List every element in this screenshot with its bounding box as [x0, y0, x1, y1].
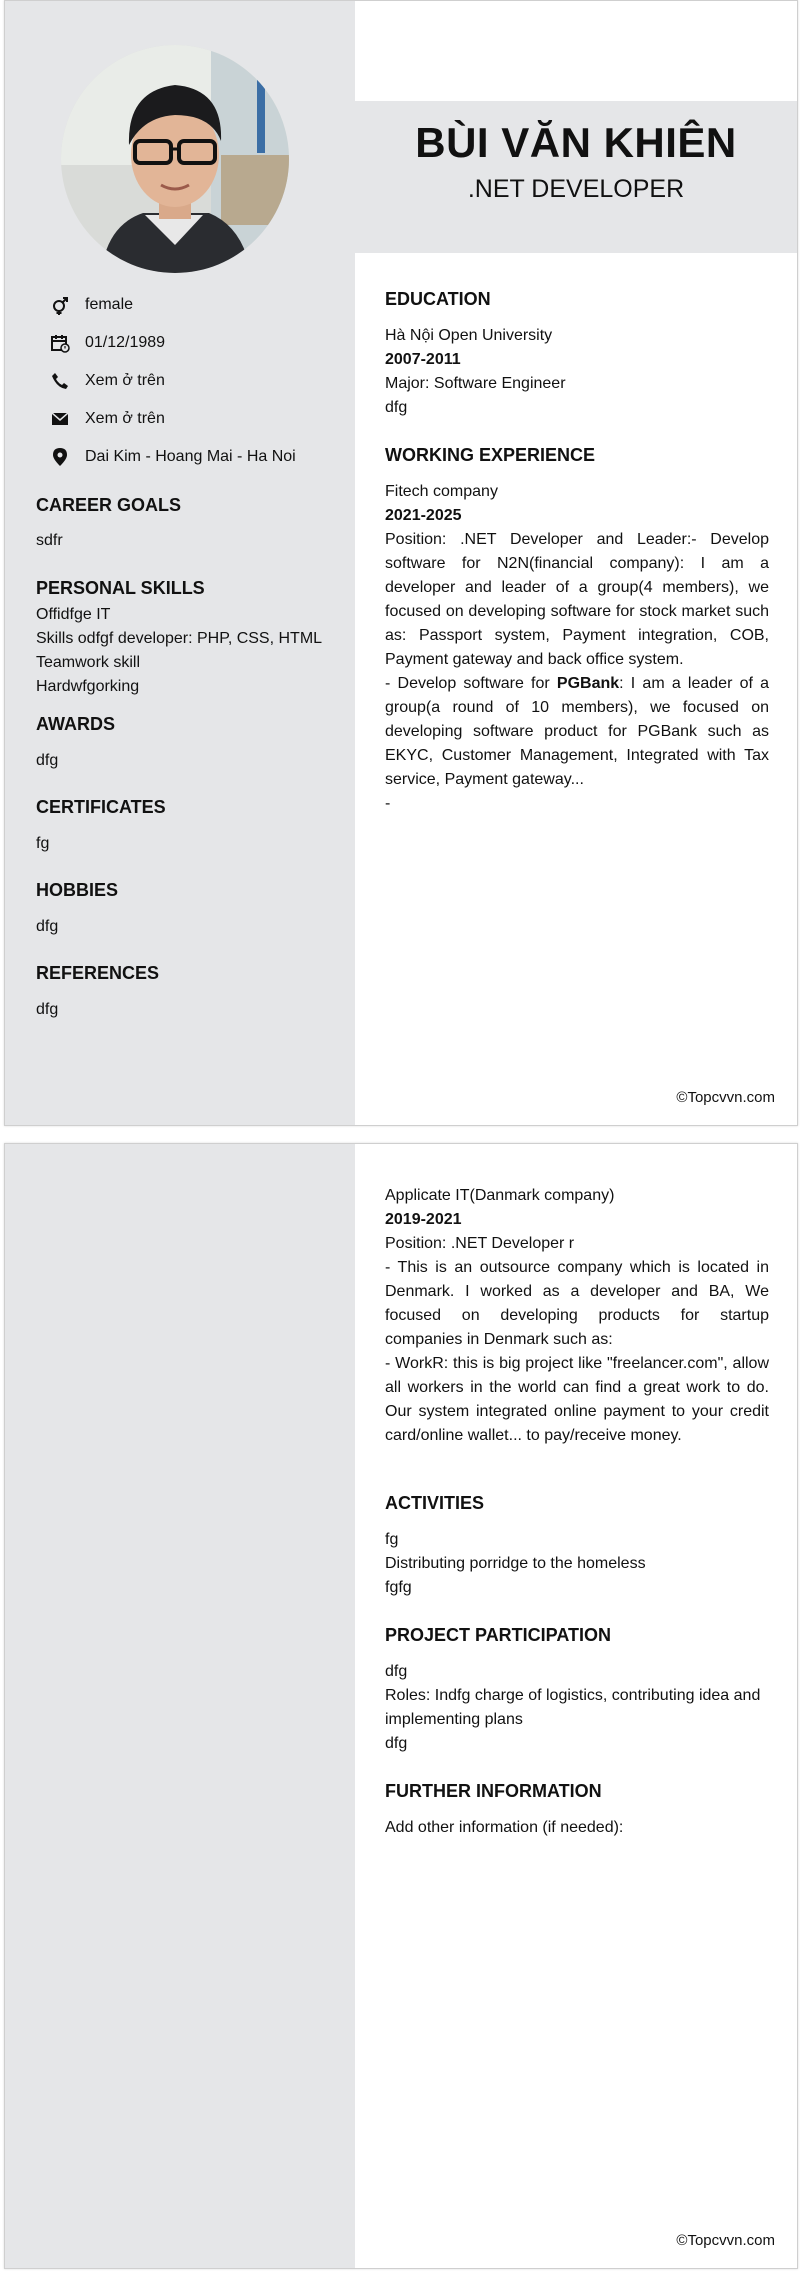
education-school: Hà Nội Open University: [385, 327, 553, 344]
job1-company: Fitech company: [385, 483, 498, 500]
contact-email: [49, 406, 165, 432]
contact-address: [49, 444, 296, 470]
gender-icon: [49, 294, 71, 316]
activity-item: Distributing porridge to the homeless: [385, 1555, 646, 1572]
awards-heading: AWARDS: [36, 714, 116, 734]
references-heading: REFERENCES: [36, 963, 160, 983]
further-info-text: Add other information (if needed):: [385, 1819, 624, 1836]
cv-page-1: [4, 0, 798, 1126]
avatar-photo: [61, 45, 289, 273]
education-heading: EDUCATION: [385, 289, 491, 309]
footer-brand: ©Topcvvn.com: [676, 2232, 775, 2249]
education-note: dfg: [385, 399, 408, 416]
career-goals-heading: CAREER GOALS: [36, 495, 182, 515]
pgbank-prefix: - Develop software for: [385, 675, 557, 692]
footer-brand: ©Topcvvn.com: [676, 1089, 775, 1106]
certificates-heading: CERTIFICATES: [36, 797, 166, 817]
job-title: .NET DEVELOPER: [467, 175, 685, 203]
contact-birthday: [49, 330, 165, 356]
job1-extra: -: [385, 795, 391, 812]
personal-skills-heading: PERSONAL SKILLS: [36, 578, 205, 598]
address-value: Dai Kim - Hoang Mai - Ha Noi: [85, 448, 296, 465]
references-text: dfg: [36, 1001, 59, 1018]
education-years: 2007-2011: [385, 351, 461, 368]
projects-heading: PROJECT PARTICIPATION: [385, 1625, 612, 1645]
activity-item: fg: [385, 1531, 399, 1548]
project-roles: Roles: Indfg charge of logistics, contributing idea and implementing plans: [385, 1687, 761, 1728]
job2-description: - This is an outsource company which is located in Denmark. I worked as a developer and BA, We focused on developing products for startup companies in Denmark such as:: [385, 1259, 769, 1348]
full-name: BÙI VĂN KHIÊN: [415, 119, 737, 166]
activity-item: fgfg: [385, 1579, 412, 1596]
avatar: [61, 45, 289, 273]
pgbank-rest: : I am a leader of a group(a round of 10 members), we focused on developing software product for PGBank such as EKYC, Customer Management, Integrated with Tax service, Payment gateway...: [385, 675, 770, 788]
hobbies-text: dfg: [36, 918, 59, 935]
job2-years: 2019-2021: [385, 1211, 462, 1228]
career-goals-text: sdfr: [36, 532, 63, 549]
project-line: dfg: [385, 1663, 408, 1680]
further-info-heading: FURTHER INFORMATION: [385, 1781, 602, 1801]
envelope-icon: [49, 408, 71, 430]
certificates-text: fg: [36, 835, 50, 852]
job1-description: Position: .NET Developer and Leader:- Develop software for N2N(financial company): I am a developer and leader of a group(4 members), we focused on developing software for stock market such as: Passport system, Payment integration, COB, Payment gateway and back office system.: [385, 531, 769, 668]
job2-position: Position: .NET Developer r: [385, 1235, 575, 1252]
skill-item: Hardwfgorking: [36, 678, 140, 695]
contact-phone: [49, 368, 165, 394]
job1-years: 2021-2025: [385, 507, 462, 524]
contact-gender: [49, 292, 133, 318]
activities-heading: ACTIVITIES: [385, 1493, 485, 1513]
pgbank-name: PGBank: [556, 675, 620, 692]
awards-text: dfg: [36, 752, 59, 769]
gender-value: female: [85, 296, 134, 313]
location-pin-icon: [49, 446, 71, 468]
left-column: [5, 1144, 355, 2268]
skill-item: Offidfge IT: [36, 606, 111, 623]
experience-heading: WORKING EXPERIENCE: [385, 445, 596, 465]
phone-value: Xem ở trên: [85, 372, 165, 389]
skill-item: Skills odfgf developer: PHP, CSS, HTML: [36, 630, 323, 647]
education-major: Major: Software Engineer: [385, 375, 566, 392]
hobbies-heading: HOBBIES: [36, 880, 119, 900]
email-value: Xem ở trên: [85, 410, 165, 427]
calendar-icon: [49, 332, 71, 354]
project-line: dfg: [385, 1735, 408, 1752]
phone-icon: [49, 370, 71, 392]
birthday-value: 01/12/1989: [85, 334, 166, 351]
cv-page-2: [4, 1143, 798, 2269]
job1-pgbank-description: [385, 672, 769, 792]
job2-workr-description: - WorkR: this is big project like "freelancer.com", allow all workers in the world can find a great work to do. Our system integrated online payment to your credit card/online wallet... to pay/receive money.: [385, 1355, 769, 1444]
skill-item: Teamwork skill: [36, 654, 141, 671]
job2-company: Applicate IT(Danmark company): [385, 1187, 615, 1204]
